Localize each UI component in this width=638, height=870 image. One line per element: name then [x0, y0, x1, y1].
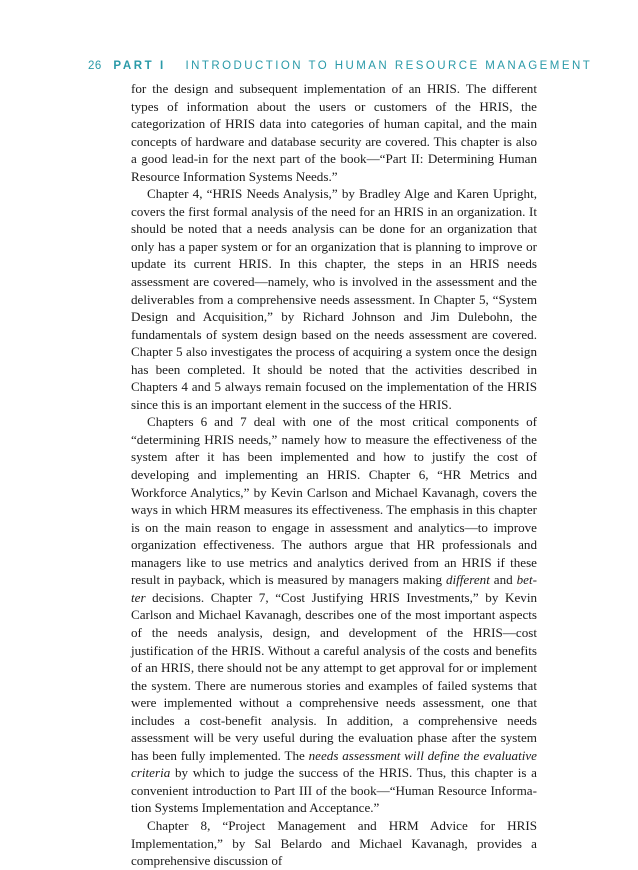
paragraph-chapter-8 — [131, 817, 537, 870]
text-segment: Chapters 6 and 7 deal with one of the most critical components of “determining HRIS needs,” namely how to measure the effectiveness of the system after it has been implemented and how to justify the cost of developing and implementing an HRIS. Chapter 6, “HR Metrics and Workforce Analytics,” by Kevin Carlson and Michael Kavanagh, covers the ways in which HRM measures its effectiveness. The emphasis in this chapter is on the main reason to engage in assessment and analytics—to improve organization effectiveness. The authors argue that HR professionals and managers like to use metrics and analytics derived from an HRIS if these result in payback, which is measured by managers making — [131, 414, 537, 588]
paragraph-chapters-4-5 — [131, 185, 537, 413]
paragraph-chapters-6-7 — [131, 413, 537, 817]
italic-needs-assessment: needs assessment will define the evaluative criteria — [131, 747, 537, 781]
italic-better: better — [131, 572, 537, 605]
body-text — [131, 80, 537, 870]
text-segment: by which to judge the success of the HRIS. Thus, this chapter is a convenient introduction to Part III of the book—“Human Resource Information Systems Implementation and Acceptance.” — [131, 765, 537, 816]
paragraph-intro-continuation — [131, 80, 537, 185]
text-segment: Chapter 4, “HRIS Needs Analysis,” by Bradley Alge and Karen Upright, covers the first formal analysis of the need for an HRIS in an organization. It should be noted that a needs analysis can be done for an organization that only has a paper system or for an organization that is planning to improve or update its current HRIS. In this chapter, the steps in an HRIS needs assessment are covered—namely, who is involved in the assessment and the deliverables from a comprehensive needs assessment. In Chapter 5, “System Design and Acquisition,” by Richard Johnson and Jim Dulebohn, the fundamentals of system design based on the needs assessment are covered. Chapter 5 also investigates the process of acquiring a system once the design has been completed. It should be noted that the activities described in Chapters 4 and 5 always remain focused on the implementation of the HRIS since this is an important element in the success of the HRIS. — [131, 186, 537, 412]
page-number: 26 — [88, 60, 102, 72]
text-segment: for the design and subsequent implementation of an HRIS. The different types of information about the users or customers of the HRIS, the categorization of HRIS data into categories of human capital, and the main concepts of hardware and database security are covered. This chapter is also a good lead-in for the next part of the book—“Part II: Determining Human Resource Information Systems Needs.” — [131, 81, 537, 184]
italic-different: different — [445, 572, 490, 588]
running-head — [88, 60, 593, 72]
text-segment: and — [489, 572, 517, 588]
chapter-title: INTRODUCTION TO HUMAN RESOURCE MANAGEMENT — [185, 60, 593, 72]
text-segment: decisions. Chapter 7, “Cost Justifying HRIS Investments,” by Kevin Carlson and Michael Kavanagh, describes one of the most important aspects of the needs analysis, design, and development of the HRIS—cost justification of the HRIS. Without a careful analysis of the costs and benefits of an HRIS, there should not be any attempt to get approval for or implement the system. There are numerous stories and examples of failed systems that were implemented without a comprehensive needs assessment, one that includes a cost-benefit analysis. In addition, a comprehensive needs assessment will be very useful during the evaluation phase after the system has been fully implemented. The — [131, 589, 537, 763]
part-label: PART I — [113, 60, 166, 72]
text-segment: Chapter 8, “Project Management and HRM Advice for HRIS Implementation,” by Sal Belardo and Michael Kavanagh, provides a comprehensive discussion of — [131, 817, 537, 869]
